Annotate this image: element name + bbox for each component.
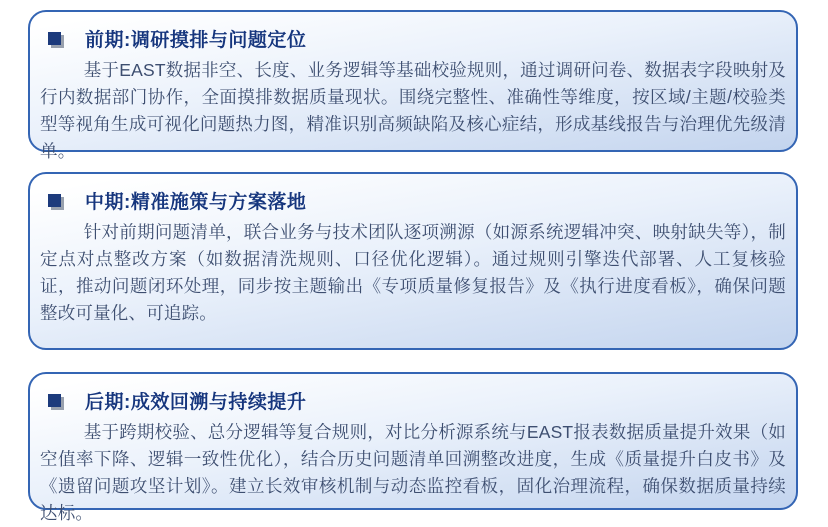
card-title: 后期:成效回溯与持续提升 — [85, 391, 307, 413]
square-bullet-icon — [48, 194, 61, 207]
card-title-row — [40, 187, 786, 213]
square-bullet-icon — [48, 394, 61, 407]
card-title: 前期:调研摸排与问题定位 — [85, 29, 307, 51]
card-title-row — [40, 387, 786, 413]
square-bullet-icon — [48, 32, 61, 45]
card-title: 中期:精准施策与方案落地 — [85, 191, 307, 213]
phase-card-mid — [28, 172, 798, 350]
card-body-text: 基于跨期校验、总分逻辑等复合规则，对比分析源系统与EAST报表数据质量提升效果（如空值率下降、逻辑一致性优化），结合历史问题清单回溯整改进度，生成《质量提升白皮书》及《遗留问题攻坚计划》。建立长效审核机制与动态监控看板，固化治理流程，确保数据质量持续达标。 — [40, 422, 786, 523]
card-title-row — [40, 25, 786, 51]
phase-card-late — [28, 372, 798, 523]
phase-card-early — [28, 10, 798, 161]
card-body-text: 针对前期问题清单，联合业务与技术团队逐项溯源（如源系统逻辑冲突、映射缺失等），制定点对点整改方案（如数据清洗规则、口径优化逻辑）。通过规则引擎迭代部署、人工复核验证，推动问题闭环处理，同步按主题输出《专项质量修复报告》及《执行进度看板》，确保问题整改可量化、可追踪。 — [40, 222, 786, 323]
card-body-text: 基于EAST数据非空、长度、业务逻辑等基础校验规则，通过调研问卷、数据表字段映射及行内数据部门协作，全面摸排数据质量现状。围绕完整性、准确性等维度，按区域/主题/校验类型等视角生成可视化问题热力图，精准识别高频缺陷及核心症结，形成基线报告与治理优先级清单。 — [40, 60, 786, 161]
